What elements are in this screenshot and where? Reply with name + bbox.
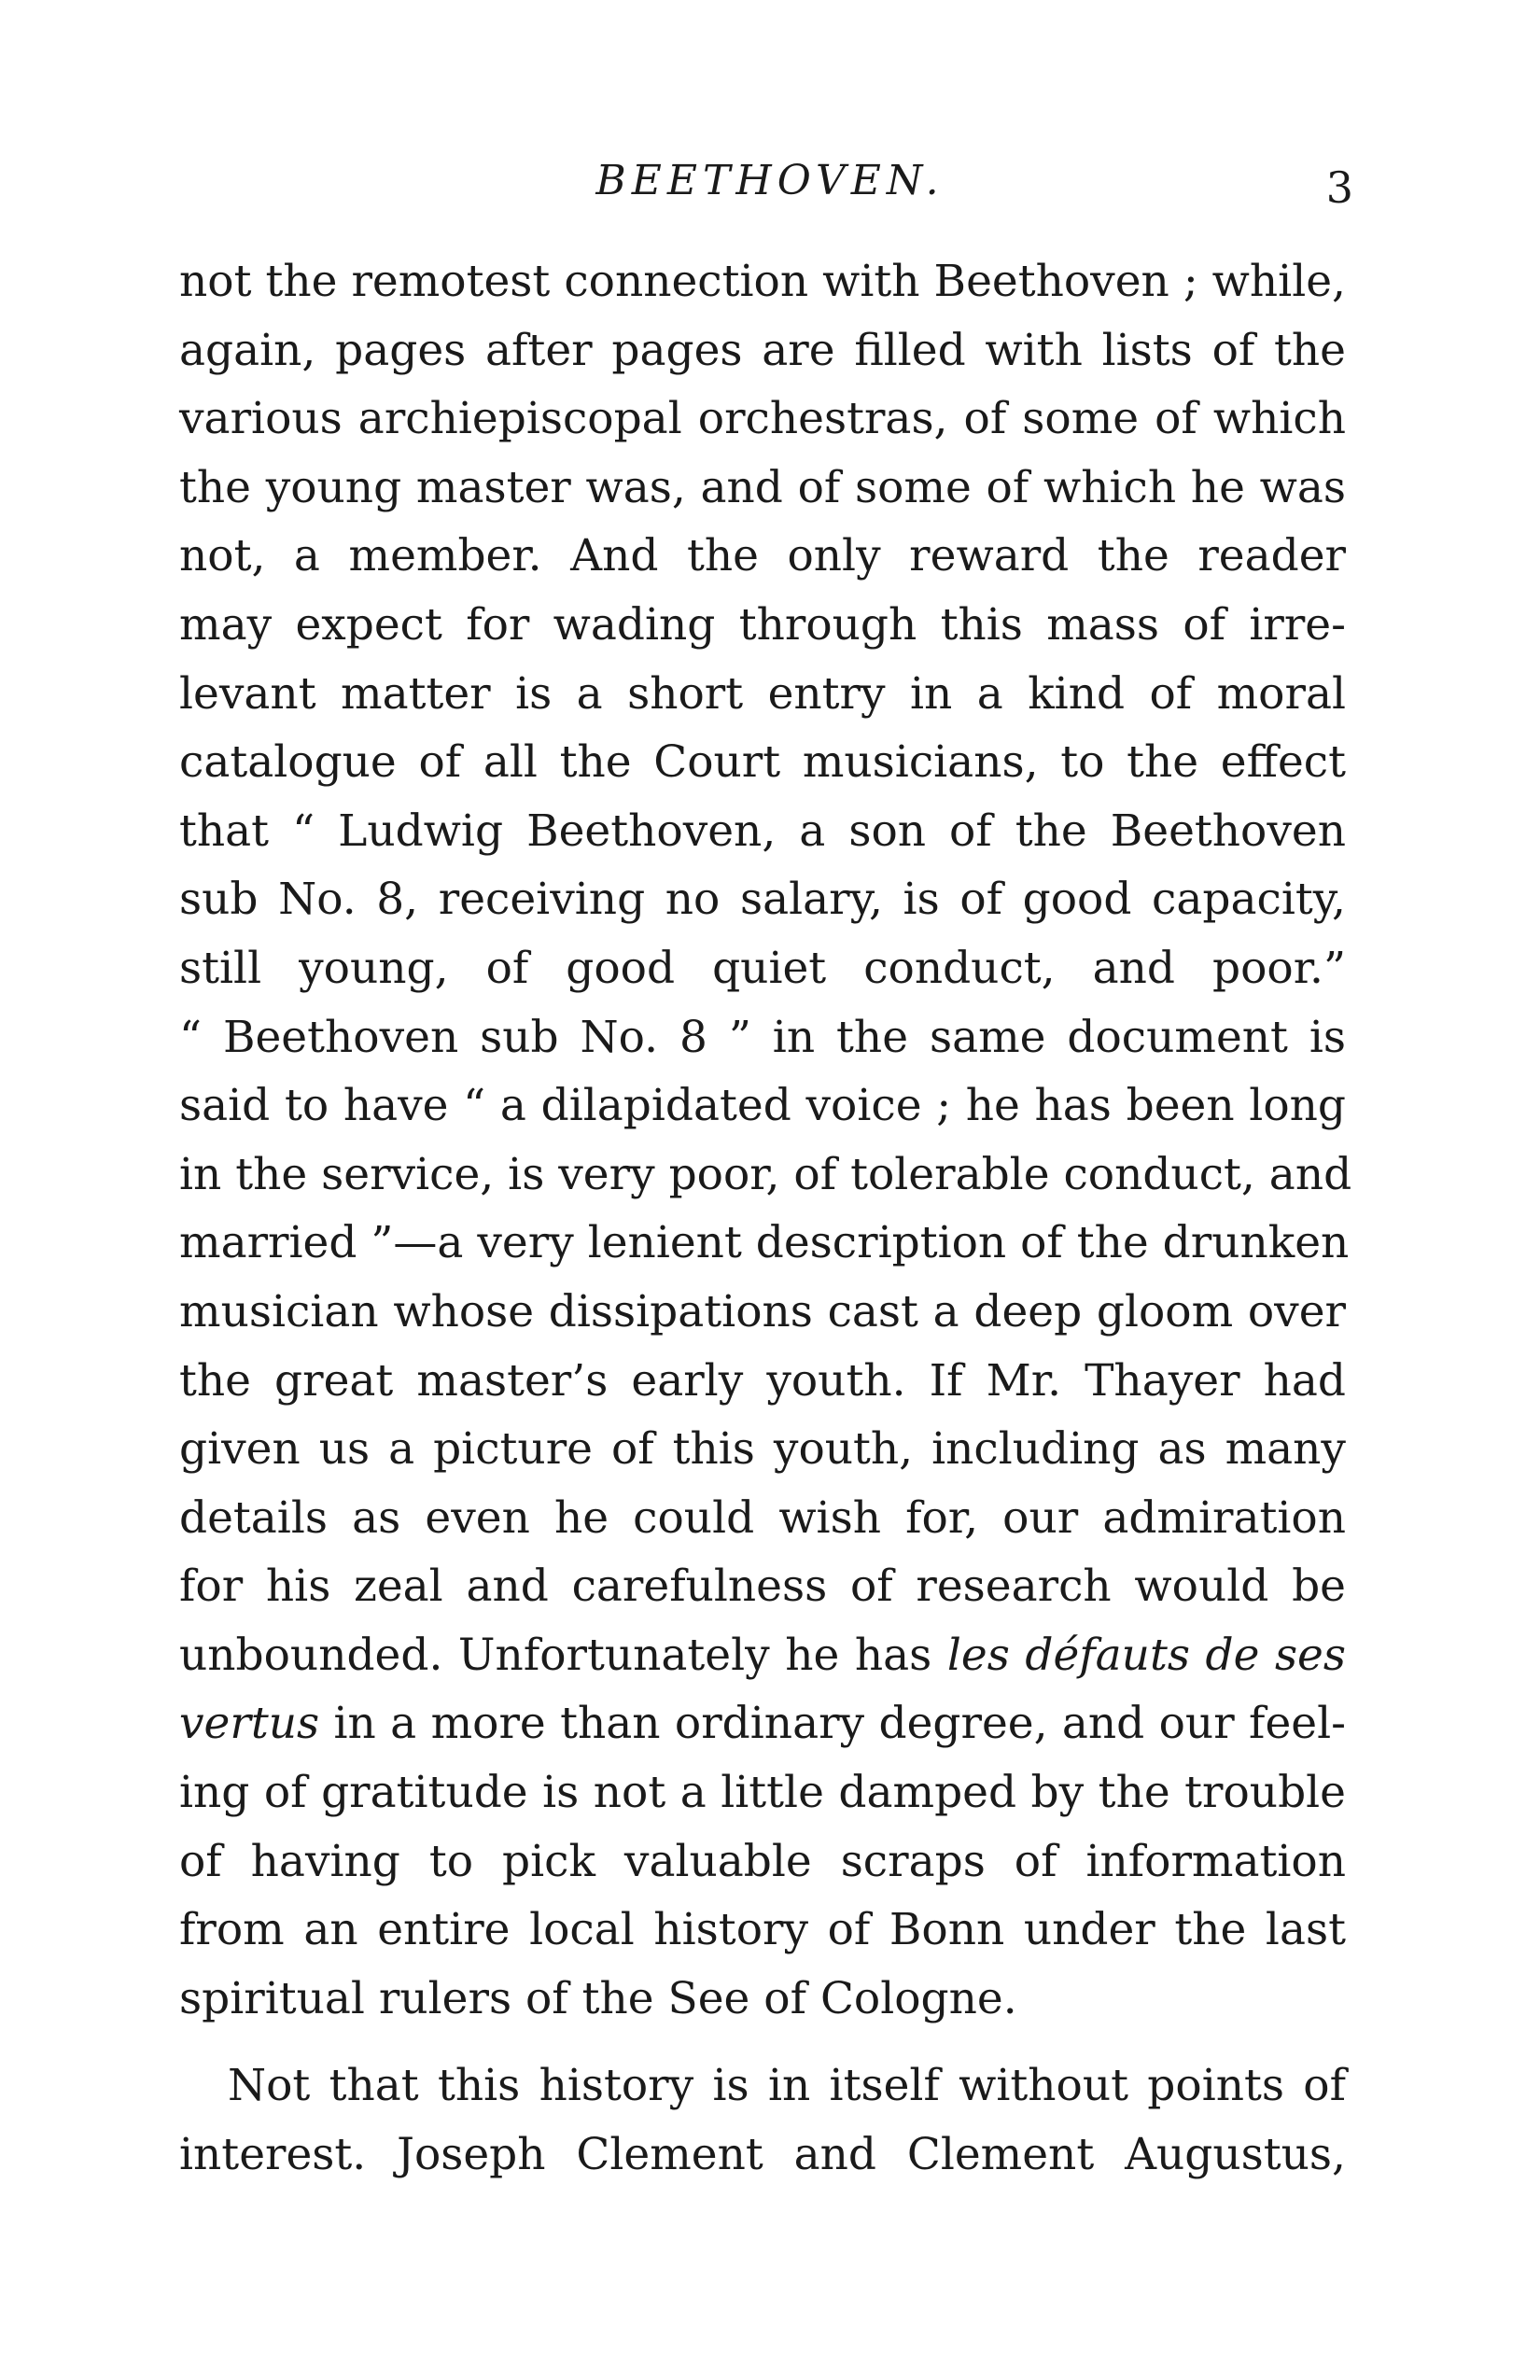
text-line: of having to pick valuable scraps of information: [179, 1835, 1346, 1887]
text-line: the great master’s early youth. If Mr. Thayer had: [179, 1354, 1346, 1407]
text-line: that “ Ludwig Beethoven, a son of the Beethoven: [179, 805, 1346, 857]
page-header: [0, 149, 1540, 215]
page-number: 3: [1325, 162, 1353, 213]
italic-phrase: vertus: [179, 1698, 320, 1750]
text-line: said to have “ a dilapidated voice ; he has been long: [179, 1080, 1346, 1132]
italic-phrase: les défauts de ses: [946, 1629, 1346, 1681]
running-title: BEETHOVEN.: [595, 157, 945, 204]
text-line: levant matter is a short entry in a kind of moral: [179, 667, 1346, 720]
text-line: given us a picture of this youth, including as many: [179, 1423, 1346, 1476]
text-line: interest. Joseph Clement and Clement Augustus,: [179, 2129, 1346, 2181]
text-line: for his zeal and carefulness of research would be: [179, 1561, 1346, 1613]
text-line: musician whose dissipations cast a deep gloom over: [179, 1285, 1346, 1337]
text-line: may expect for wading through this mass of irre-: [179, 598, 1346, 651]
text-line: [179, 1689, 1346, 1758]
text-line: the young master was, and of some of which he was: [179, 461, 1346, 513]
text-line: in the service, is very poor, of tolerable conduct, and: [179, 1148, 1352, 1200]
text-line: various archiepiscopal orchestras, of some of which: [179, 393, 1346, 445]
text-line: again, pages after pages are filled with lists of the: [179, 324, 1346, 376]
text-line: still young, of good quiet conduct, and poor.”: [179, 942, 1346, 994]
text-segment: unbounded. Unfortunately he has: [179, 1629, 947, 1681]
text-segment: in a more than ordinary degree, and our feel-: [319, 1698, 1346, 1750]
text-line: details as even he could wish for, our admiration: [179, 1491, 1346, 1544]
text-line: not, a member. And the only reward the reader: [179, 530, 1346, 582]
paragraph-gap: [179, 2033, 1346, 2051]
text-line: Not that this history is in itself without points of: [228, 2060, 1346, 2112]
paragraph-1: [179, 247, 1352, 2033]
text-line: catalogue of all the Court musicians, to the effect: [179, 736, 1346, 789]
paragraph-2: [179, 2051, 1346, 2189]
body-text: [179, 247, 1352, 2190]
text-line: [179, 1621, 1346, 1690]
text-line: married ”—a very lenient description of the drunken: [179, 1217, 1350, 1269]
text-line: spiritual rulers of the See of Cologne.: [179, 1972, 1017, 2024]
text-line: not the remotest connection with Beethoven ; while,: [179, 256, 1346, 307]
text-line: ing of gratitude is not a little damped by the trouble: [179, 1767, 1346, 1819]
text-line: “ Beethoven sub No. 8 ” in the same document is: [179, 1011, 1346, 1063]
text-line: sub No. 8, receiving no salary, is of good capacity,: [179, 874, 1346, 926]
text-line: from an entire local history of Bonn under the last: [179, 1904, 1346, 1956]
